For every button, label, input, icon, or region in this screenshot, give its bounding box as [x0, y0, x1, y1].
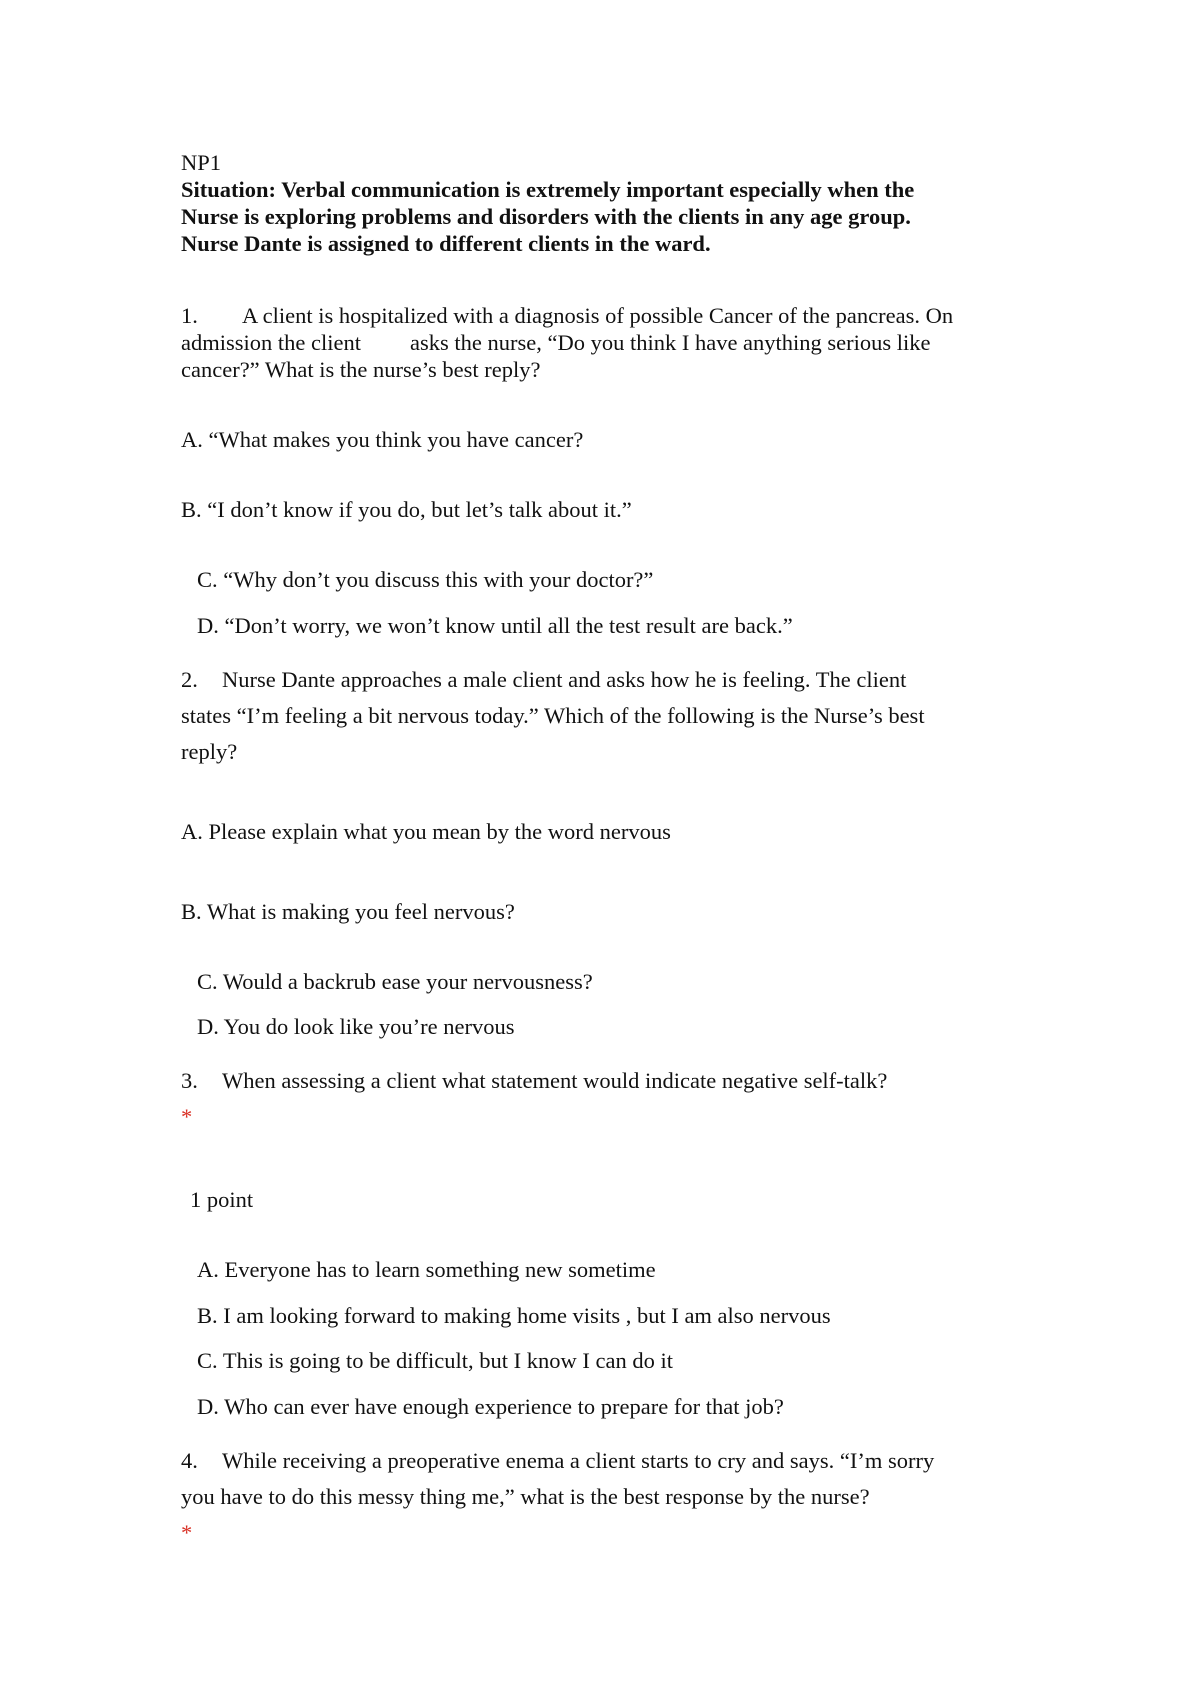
q1-line-3: cancer?” What is the nurse’s best reply? — [181, 357, 541, 382]
q1-option-a: A. “What makes you think you have cancer? — [181, 427, 584, 452]
q3-option-c: C. This is going to be difficult, but I know I can do it — [197, 1348, 674, 1373]
q3-option-a: A. Everyone has to learn something new sometime — [197, 1257, 656, 1282]
q2-option-c: C. Would a backrub ease your nervousness? — [197, 969, 593, 994]
q4-number: 4. — [181, 1448, 198, 1473]
q4-required-mark: * — [181, 1520, 193, 1545]
q1-option-b: B. “I don’t know if you do, but let’s talk about it.” — [181, 497, 632, 522]
q1-option-c: C. “Why don’t you discuss this with your doctor?” — [197, 567, 654, 592]
q2-option-a: A. Please explain what you mean by the word nervous — [181, 819, 671, 844]
situation-line-3: Nurse Dante is assigned to different clients in the ward. — [181, 231, 711, 256]
q4-line-1: While receiving a preoperative enema a client starts to cry and says. “I’m sorry — [222, 1448, 935, 1473]
q2-line-1: Nurse Dante approaches a male client and asks how he is feeling. The client — [222, 667, 907, 692]
q1-number: 1. — [181, 303, 198, 328]
q3-points: 1 point — [190, 1187, 254, 1212]
document-heading: NP1 — [181, 150, 222, 175]
q4-line-2: you have to do this messy thing me,” what is the best response by the nurse? — [181, 1484, 870, 1509]
q1-line-1: A client is hospitalized with a diagnosis of possible Cancer of the pancreas. On — [242, 303, 954, 328]
q3-line-1: When assessing a client what statement would indicate negative self-talk? — [222, 1068, 888, 1093]
q1-line-2b: asks the nurse, “Do you think I have anything serious like — [410, 330, 931, 355]
q2-number: 2. — [181, 667, 198, 692]
q2-line-2: states “I’m feeling a bit nervous today.” Which of the following is the Nurse’s best — [181, 703, 925, 728]
q2-line-3: reply? — [181, 739, 238, 764]
situation-line-2: Nurse is exploring problems and disorders with the clients in any age group. — [181, 204, 911, 229]
q3-option-b: B. I am looking forward to making home visits , but I am also nervous — [197, 1303, 831, 1328]
q2-option-d: D. You do look like you’re nervous — [197, 1014, 515, 1039]
q3-option-d: D. Who can ever have enough experience to prepare for that job? — [197, 1394, 784, 1419]
q1-line-2a: admission the client — [181, 330, 361, 355]
q2-option-b: B. What is making you feel nervous? — [181, 899, 515, 924]
q3-required-mark: * — [181, 1104, 193, 1129]
q3-number: 3. — [181, 1068, 198, 1093]
q1-option-d: D. “Don’t worry, we won’t know until all the test result are back.” — [197, 613, 793, 638]
situation-line-1: Situation: Verbal communication is extremely important especially when the — [181, 177, 915, 202]
